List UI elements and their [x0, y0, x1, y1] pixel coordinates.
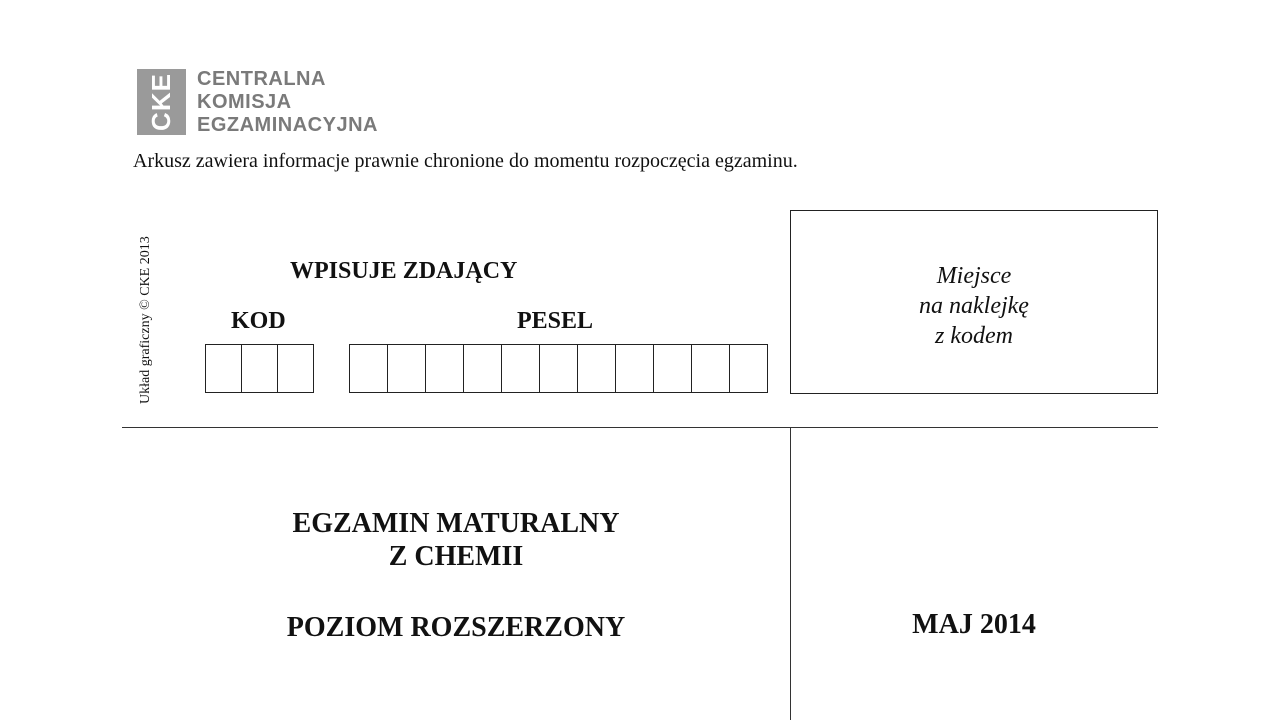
pesel-digit-box[interactable] — [502, 344, 540, 393]
exam-title-line-1: EGZAMIN MATURALNY — [292, 508, 620, 539]
kod-digit-box[interactable] — [242, 344, 278, 393]
kod-label: KOD — [231, 308, 286, 334]
cke-logo-mark-text: CKE — [146, 73, 176, 131]
pesel-digit-box[interactable] — [350, 344, 388, 393]
vertical-divider — [790, 427, 791, 720]
pesel-digit-box[interactable] — [540, 344, 578, 393]
student-section-title: WPISUJE ZDAJĄCY — [290, 258, 518, 284]
pesel-label: PESEL — [517, 308, 594, 334]
kod-digit-box[interactable] — [278, 344, 314, 393]
pesel-digit-box[interactable] — [578, 344, 616, 393]
pesel-digit-box[interactable] — [692, 344, 730, 393]
exam-level: POZIOM ROZSZERZONY — [286, 612, 626, 643]
confidentiality-notice: Arkusz zawiera informacje prawnie chronione do momentu rozpoczęcia egzaminu. — [133, 150, 798, 172]
cke-logo-mark — [137, 69, 186, 135]
pesel-digit-box[interactable] — [654, 344, 692, 393]
exam-title — [230, 507, 682, 573]
pesel-digit-box[interactable] — [616, 344, 654, 393]
sticker-line-3: z kodem — [935, 323, 1013, 349]
pesel-digit-box[interactable] — [388, 344, 426, 393]
kod-input-boxes[interactable] — [205, 344, 314, 393]
pesel-input-boxes[interactable] — [349, 344, 768, 393]
graphic-layout-credit: Układ graficzny © CKE 2013 — [138, 236, 153, 404]
logo-line-2: KOMISJA — [197, 91, 292, 113]
sticker-line-1: Miejsce — [936, 263, 1012, 289]
horizontal-divider — [122, 427, 1158, 428]
pesel-digit-box[interactable] — [730, 344, 768, 393]
logo-line-3: EGZAMINACYJNA — [197, 114, 378, 136]
pesel-digit-box[interactable] — [426, 344, 464, 393]
sticker-line-2: na naklejkę — [919, 293, 1029, 319]
cke-logo-text — [197, 68, 378, 137]
logo-line-1: CENTRALNA — [197, 68, 326, 90]
pesel-digit-box[interactable] — [464, 344, 502, 393]
kod-digit-box[interactable] — [206, 344, 242, 393]
exam-title-line-2: Z CHEMII — [388, 541, 524, 572]
sticker-placeholder — [790, 210, 1158, 394]
exam-date: MAJ 2014 — [912, 609, 1036, 640]
